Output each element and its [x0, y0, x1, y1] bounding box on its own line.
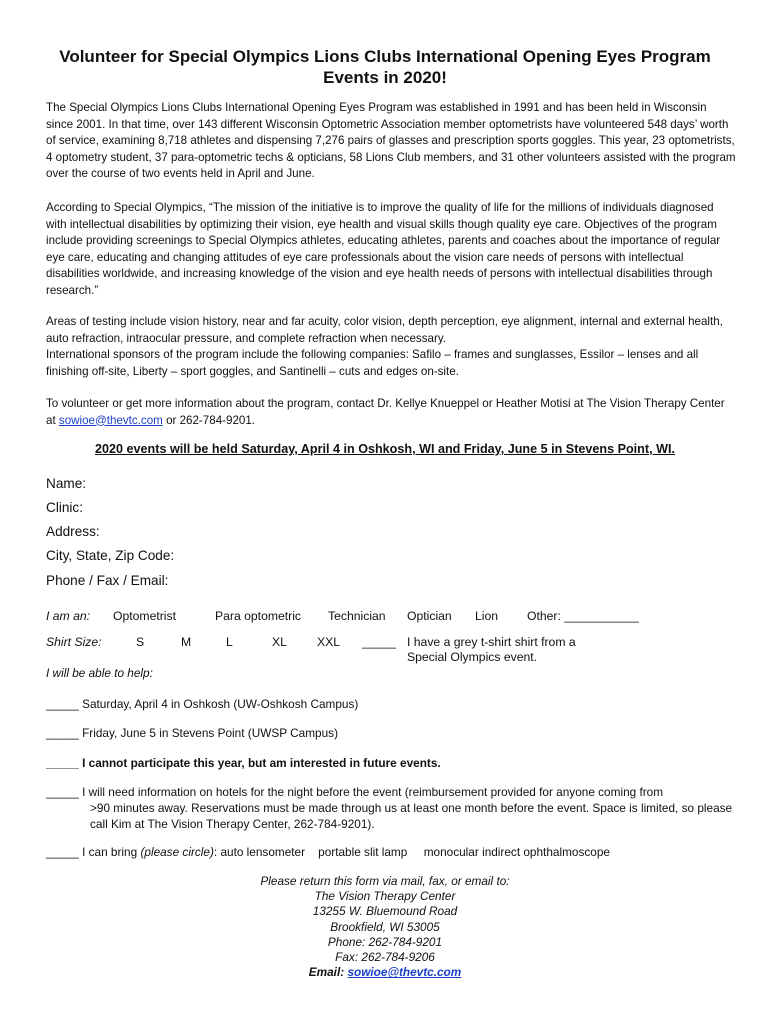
bring-prefix: _____ I can bring — [46, 845, 138, 859]
role-option-technician[interactable]: Technician — [328, 609, 386, 623]
bring-circle-note: (please circle) — [140, 845, 214, 859]
page-title: Volunteer for Special Olympics Lions Clubs International Opening Eyes Program Events in 2020! — [59, 47, 711, 87]
intro-paragraph: The Special Olympics Lions Clubs International Opening Eyes Program was established in 1991 and has been held in Wisconsin since 2001. In that time, over 143 different Wisconsin Optometric Association member optometrists have volunteered 548 days’ worth of service, examining 8,718 athletes and dispensing 7,276 pairs of glasses and prescription sports goggles. This year, 23 optometrists, 4 optometry student, 37 para-optometric techs & opticians, 58 Lions Club members, and 31 other volunteers assisted with the program over the course of two events held in April and June. — [46, 101, 736, 180]
mission-paragraph: According to Special Olympics, “The mission of the initiative is to improve the quality of life for the millions of individuals diagnosed with intellectual disabilities by optimizing their vision, eye health and visual skills though quality eye care. Objectives of the program include providing screenings to Special Olympics athletes, educating athletes, parents and coaches about the importance of regular eye care, educating and changing attitudes of eye care professionals about the vision care needs of persons with intellectual disabilities worldwide, and increasing knowledge of the vision and eye health needs of persons with intellectual disabilities through research.” — [46, 201, 721, 297]
help-item-saturday[interactable]: _____ Saturday, April 4 in Oshkosh (UW-Oshkosh Campus) — [46, 697, 359, 711]
shirt-label: Shirt Size: — [46, 635, 102, 649]
help-item-hotel[interactable] — [46, 784, 736, 832]
role-option-other[interactable]: Other: ___________ — [527, 609, 639, 623]
return-city: Brookfield, WI 53005 — [330, 919, 440, 934]
testing-paragraph — [46, 314, 736, 380]
shirt-size-xl[interactable]: XL — [272, 635, 287, 649]
testing-text: Areas of testing include vision history, near and far acuity, color vision, depth perception, eye alignment, internal and external health, auto refraction, intraocular pressure, and complete refraction when necessary. — [46, 315, 723, 345]
return-fax: Fax: 262-784-9206 — [335, 950, 435, 965]
grey-shirt-note: I have a grey t-shirt shirt from a Special Olympics event. — [407, 635, 576, 664]
sponsors-text: International sponsors of the program include the following companies: Safilo – frames and sunglasses, Essilor – lenses and all finishing off-site, Liberty – sport goggles, and Santinelli – cuts and edges on-site. — [46, 348, 699, 378]
contact-paragraph — [46, 396, 736, 429]
help-item-friday[interactable]: _____ Friday, June 5 in Stevens Point (UWSP Campus) — [46, 726, 339, 740]
help-item-future[interactable]: _____ I cannot participate this year, but am interested in future events. — [46, 756, 441, 770]
return-org: The Vision Therapy Center — [314, 889, 456, 904]
shirt-row — [46, 635, 746, 667]
return-email-line — [170, 965, 600, 980]
role-label: I am an: — [46, 609, 91, 623]
events-line: 2020 events will be held Saturday, April 4 in Oshkosh, WI and Friday, June 5 in Stevens Point, WI. — [95, 442, 675, 456]
grey-shirt-blank[interactable]: _____ — [362, 635, 396, 649]
contact-email-link[interactable]: sowioe@thevtc.com — [58, 413, 163, 427]
return-address-block — [170, 874, 600, 980]
role-option-para-optometric[interactable]: Para optometric — [215, 609, 302, 623]
role-option-optometrist[interactable]: Optometrist — [113, 609, 176, 623]
name-field[interactable]: Name: — [46, 476, 87, 491]
shirt-size-s[interactable]: S — [136, 635, 145, 649]
hotel-continuation: >90 minutes away. Reservations must be made through us at least one month before the event. Space is limited, so please call Kim at The Vision Therapy Center, 262-784-9201). — [90, 801, 733, 831]
contact-phone: or 262-784-9201. — [166, 413, 256, 427]
clinic-field[interactable]: Clinic: — [46, 500, 84, 515]
role-option-lion[interactable]: Lion — [475, 609, 499, 623]
contact-text: To volunteer or get more information about the program, contact Dr. Kellye Knueppel or Heather Motisi at The Vision Therapy Center at — [46, 397, 725, 427]
shirt-size-m[interactable]: M — [181, 635, 192, 649]
return-instructions: Please return this form via mail, fax, or email to: — [260, 874, 510, 888]
role-row — [46, 609, 746, 625]
shirt-size-l[interactable]: L — [226, 635, 233, 649]
role-option-optician[interactable]: Optician — [407, 609, 452, 623]
return-email-label: Email: — [308, 965, 345, 980]
return-street: 13255 W. Bluemound Road — [312, 904, 458, 919]
shirt-size-xxl[interactable]: XXL — [317, 635, 341, 649]
return-email-link[interactable]: sowioe@thevtc.com — [347, 965, 462, 980]
phone-field[interactable]: Phone / Fax / Email: — [46, 573, 169, 588]
help-label: I will be able to help: — [46, 666, 153, 680]
return-phone: Phone: 262-784-9201 — [327, 934, 443, 949]
address-field[interactable]: Address: — [46, 524, 100, 539]
bring-items: : auto lensometer portable slit lamp monocular indirect ophthalmoscope — [213, 845, 610, 859]
help-item-bring[interactable] — [46, 844, 610, 860]
city-field[interactable]: City, State, Zip Code: — [46, 548, 175, 563]
hotel-text: _____ I will need information on hotels for the night before the event (reimbursement provided for anyone coming from — [46, 785, 664, 799]
